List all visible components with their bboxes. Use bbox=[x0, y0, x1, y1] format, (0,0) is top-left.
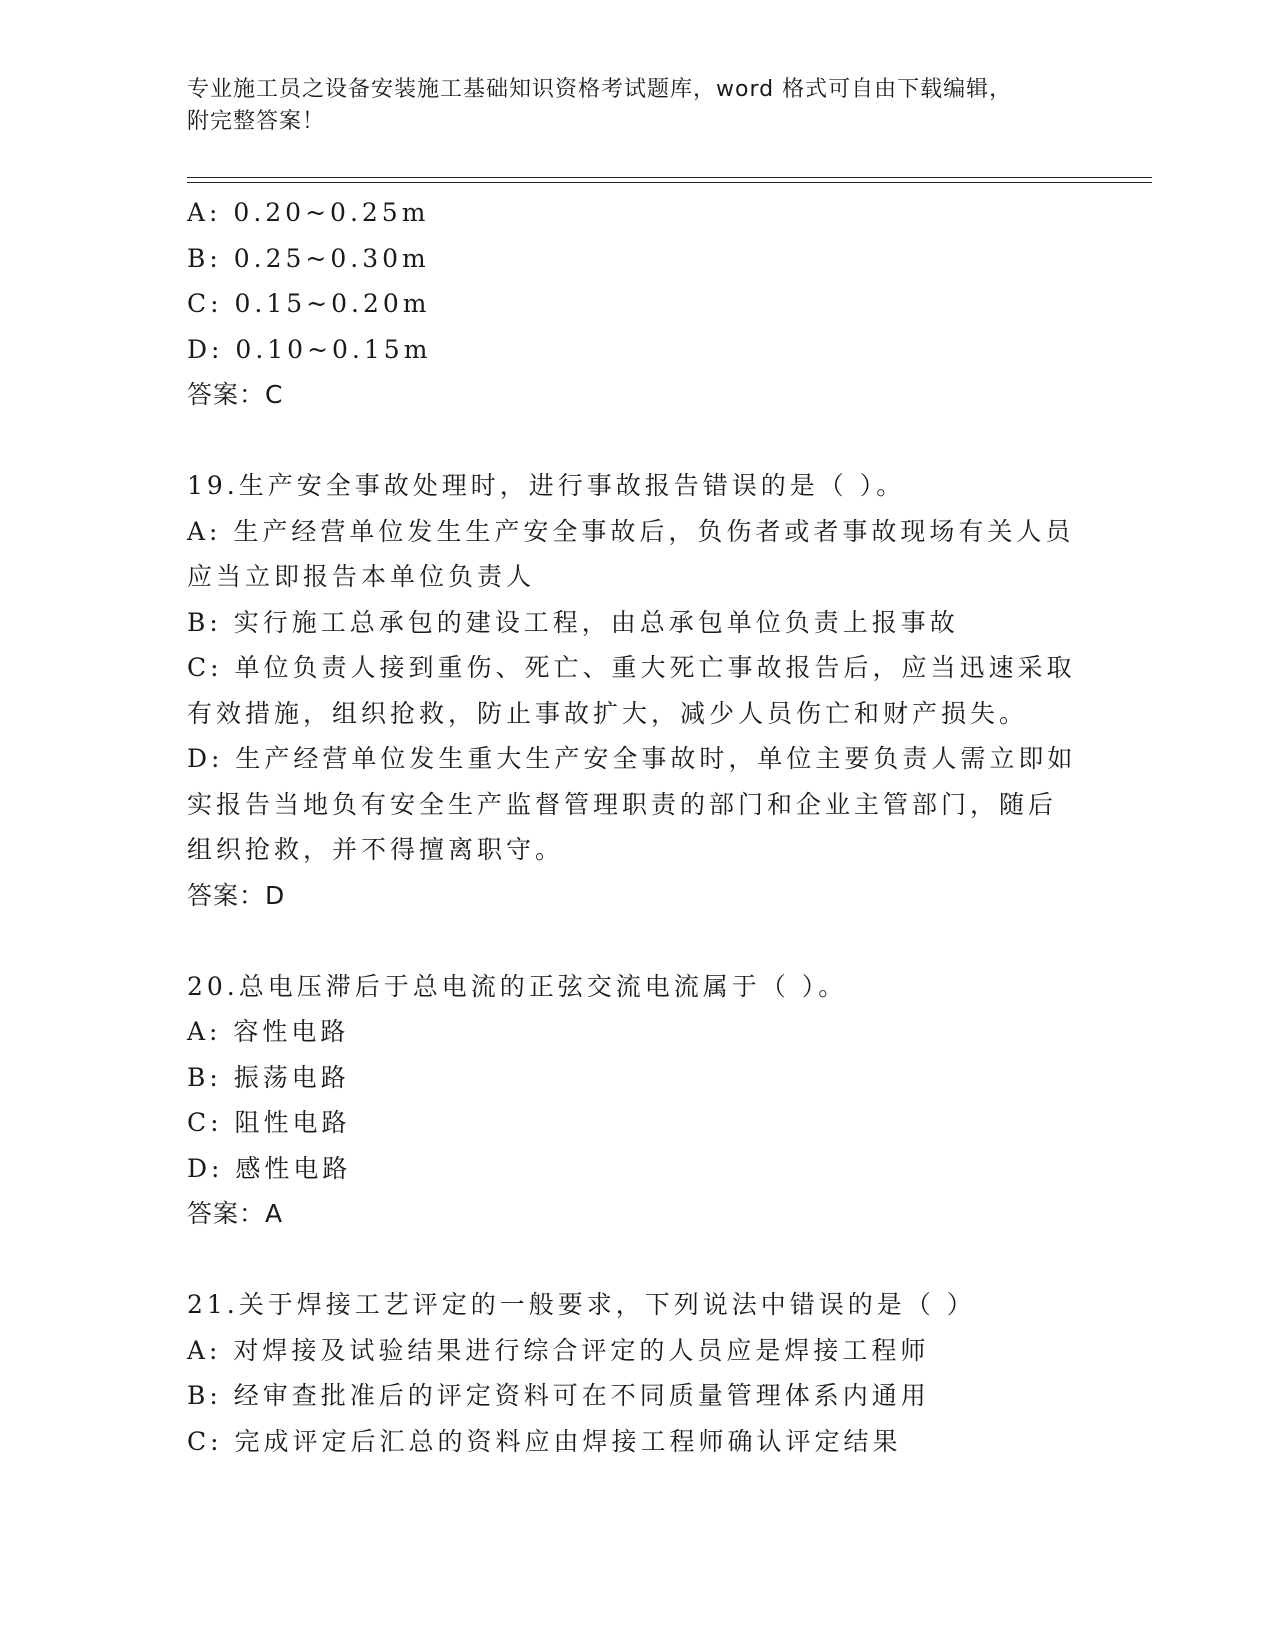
question-18 bbox=[187, 190, 1087, 418]
option-d-continued: 组织抢救，并不得擅离职守。 bbox=[187, 835, 565, 864]
option-b: B: 振荡电路 bbox=[187, 1062, 350, 1092]
option-a-continued: 应当立即报告本单位负责人 bbox=[187, 562, 536, 591]
question-21 bbox=[187, 1282, 1087, 1464]
document-header bbox=[187, 74, 1087, 138]
option-a: A: 容性电路 bbox=[187, 1017, 350, 1046]
question-19 bbox=[187, 463, 1087, 918]
header-rule-top bbox=[187, 177, 1152, 178]
option-d-continued: 实报告当地负有安全生产监督管理职责的部门和企业主管部门，随后 bbox=[187, 789, 1058, 819]
option-b: B: 0.25~0.30m bbox=[187, 243, 430, 273]
option-a: A: 对焊接及试验结果进行综合评定的人员应是焊接工程师 bbox=[187, 1335, 930, 1365]
question-text: 19.生产安全事故处理时，进行事故报告错误的是（ ）。 bbox=[187, 471, 906, 500]
option-b: B: 实行施工总承包的建设工程，由总承包单位负责上报事故 bbox=[187, 607, 959, 637]
option-a: A: 生产经营单位发生生产安全事故后，负伤者或者事故现场有关人员 bbox=[187, 516, 1075, 546]
question-text: 21.关于焊接工艺评定的一般要求，下列说法中错误的是（ ） bbox=[187, 1290, 976, 1319]
header-rule-bottom bbox=[187, 182, 1152, 183]
option-c: C: 0.15~0.20m bbox=[187, 289, 431, 318]
option-c: C: 单位负责人接到重伤、死亡、重大死亡事故报告后，应当迅速采取 bbox=[187, 653, 1076, 682]
answer-label: 答案：D bbox=[187, 880, 286, 910]
spacer bbox=[187, 1237, 1087, 1283]
option-c: C: 阻性电路 bbox=[187, 1108, 351, 1137]
header-line-2: 附完整答案！ bbox=[187, 109, 326, 134]
answer-label: 答案：A bbox=[187, 1199, 284, 1228]
spacer bbox=[187, 418, 1087, 464]
option-c-continued: 有效措施，组织抢救，防止事故扩大，减少人员伤亡和财产损失。 bbox=[187, 698, 1029, 728]
option-d: D: 0.10~0.15m bbox=[187, 334, 432, 364]
option-c: C: 完成评定后汇总的资料应由焊接工程师确认评定结果 bbox=[187, 1426, 902, 1456]
spacer bbox=[187, 918, 1087, 964]
option-d: D: 感性电路 bbox=[187, 1153, 352, 1183]
option-b: B: 经审查批准后的评定资料可在不同质量管理体系内通用 bbox=[187, 1381, 930, 1410]
option-a: A: 0.20~0.25m bbox=[187, 198, 430, 227]
answer-label: 答案：C bbox=[187, 380, 284, 409]
header-line-1: 专业施工员之设备安装施工基础知识资格考试题库，word 格式可自由下载编辑， bbox=[187, 77, 1013, 102]
question-20 bbox=[187, 964, 1087, 1237]
question-text: 20.总电压滞后于总电流的正弦交流电流属于（ ）。 bbox=[187, 971, 848, 1001]
question-list bbox=[187, 190, 1087, 1464]
option-d: D: 生产经营单位发生重大生产安全事故时，单位主要负责人需立即如 bbox=[187, 744, 1077, 773]
